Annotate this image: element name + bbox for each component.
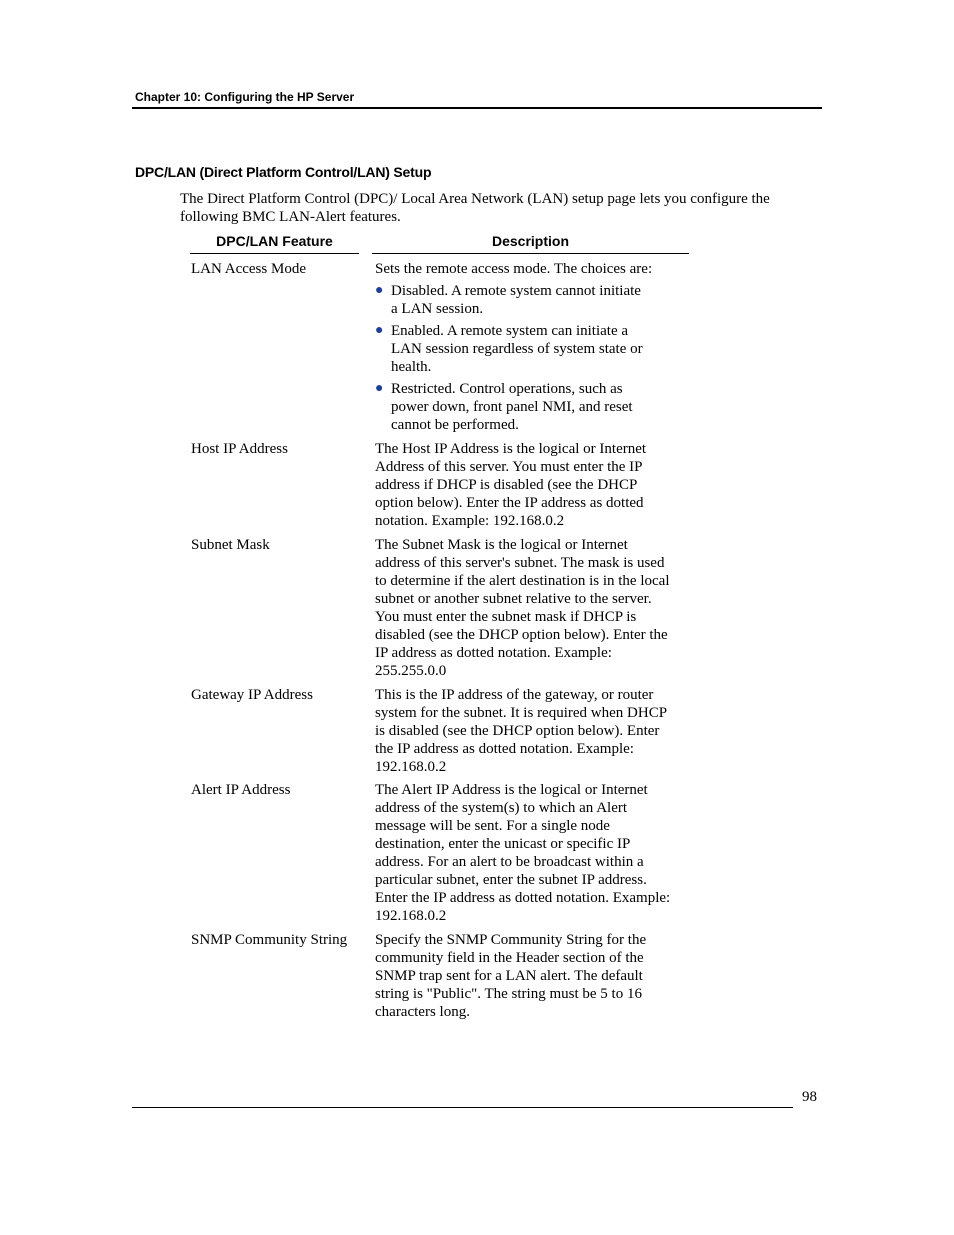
bullet-icon: ● — [375, 283, 384, 298]
bullet-line: LAN session regardless of system state or — [391, 341, 643, 357]
bullet-item — [375, 282, 675, 318]
description-line: You must enter the subnet mask if DHCP is — [375, 609, 637, 625]
description-line: option below). Enter the IP address as dotted — [375, 495, 644, 511]
intro-line: The Direct Platform Control (DPC)/ Local Area Network (LAN) setup page lets you configure the — [180, 191, 770, 207]
bullet-icon: ● — [375, 323, 384, 338]
row-description — [375, 931, 690, 1021]
intro-line: following BMC LAN-Alert features. — [180, 209, 401, 225]
description-line: SNMP trap sent for a LAN alert. The default — [375, 968, 643, 984]
description-line: 255.255.0.0 — [375, 663, 447, 679]
bullet-item — [375, 380, 675, 434]
description-line: to determine if the alert destination is in the local — [375, 573, 670, 589]
description-line: notation. Example: 192.168.0.2 — [375, 513, 565, 529]
row-description — [375, 686, 690, 776]
description-line: subnet or another subnet relative to the server. — [375, 591, 652, 607]
row-feature-lan-access-mode: LAN Access Mode — [191, 261, 306, 277]
page-number: 98 — [802, 1089, 817, 1105]
row-description — [375, 440, 690, 530]
description-line: particular subnet, enter the subnet IP address. — [375, 872, 647, 888]
description-line: 192.168.0.2 — [375, 908, 447, 924]
bullet-icon: ● — [375, 381, 384, 396]
row-feature-gateway-ip-address: Gateway IP Address — [191, 687, 313, 703]
header-rule — [132, 107, 822, 109]
description-line: This is the IP address of the gateway, or router — [375, 687, 654, 703]
column-header-description: Description — [491, 233, 569, 249]
row-feature-host-ip-address: Host IP Address — [191, 441, 288, 457]
description-line: characters long. — [375, 1004, 470, 1020]
section-title: DPC/LAN (Direct Platform Control/LAN) Setup — [135, 164, 432, 180]
description-line: address. For an alert to be broadcast within a — [375, 854, 644, 870]
description-line: The Alert IP Address is the logical or Internet — [375, 782, 648, 798]
column-rule-description — [372, 253, 689, 254]
bullet-line: cannot be performed. — [391, 417, 519, 433]
column-header-feature: DPC/LAN Feature — [216, 233, 333, 249]
description-line: The Subnet Mask is the logical or Internet — [375, 537, 628, 553]
description-line: Address of this server. You must enter the IP — [375, 459, 643, 475]
description-line: address if DHCP is disabled (see the DHCP — [375, 477, 638, 493]
intro-paragraph — [180, 190, 810, 226]
column-rule-feature — [190, 253, 359, 254]
description-line: destination, enter the unicast or specific IP — [375, 836, 631, 852]
footer-rule — [132, 1107, 793, 1108]
description-line: disabled (see the DHCP option below). Enter the — [375, 627, 668, 643]
description-line: Sets the remote access mode. The choices are: — [375, 261, 653, 277]
bullet-line: Disabled. A remote system cannot initiate — [391, 283, 641, 299]
description-line: 192.168.0.2 — [375, 759, 447, 775]
row-feature-subnet-mask: Subnet Mask — [191, 537, 270, 553]
description-line: address of the system(s) to which an Alert — [375, 800, 628, 816]
description-line: system for the subnet. It is required when DHCP — [375, 705, 668, 721]
description-line: community field in the Header section of the — [375, 950, 644, 966]
row-description — [375, 781, 690, 925]
chapter-header: Chapter 10: Configuring the HP Server — [135, 90, 355, 104]
bullet-line: health. — [391, 359, 432, 375]
description-line: message will be sent. For a single node — [375, 818, 610, 834]
row-description — [375, 260, 690, 278]
description-line: the IP address as dotted notation. Example: — [375, 741, 634, 757]
bullet-line: power down, front panel NMI, and reset — [391, 399, 633, 415]
description-line: The Host IP Address is the logical or Internet — [375, 441, 647, 457]
description-line: Specify the SNMP Community String for the — [375, 932, 647, 948]
description-line: Enter the IP address as dotted notation. Example: — [375, 890, 671, 906]
description-line: is disabled (see the DHCP option below). Enter — [375, 723, 660, 739]
row-feature-snmp-community-string: SNMP Community String — [191, 932, 348, 948]
description-line: string is "Public". The string must be 5 to 16 — [375, 986, 642, 1002]
bullet-line: Restricted. Control operations, such as — [391, 381, 623, 397]
bullet-line: Enabled. A remote system can initiate a — [391, 323, 629, 339]
row-feature-alert-ip-address: Alert IP Address — [191, 782, 291, 798]
bullet-item — [375, 322, 675, 376]
row-description — [375, 536, 690, 680]
description-line: address of this server's subnet. The mask is used — [375, 555, 665, 571]
bullet-line: a LAN session. — [391, 301, 484, 317]
description-line: IP address as dotted notation. Example: — [375, 645, 612, 661]
